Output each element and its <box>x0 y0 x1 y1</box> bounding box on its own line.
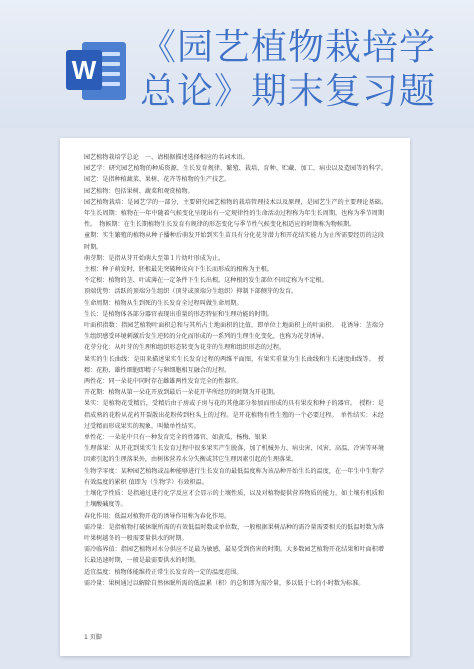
document-paragraph: 园艺学：研究园艺植物的种质资源、生长发育规律、繁殖、栽培、育种、贮藏、加工、病虫以及造园等的科学。 园艺：是指种植蔬菜、果树、花卉等植物的生产技艺。 <box>84 165 391 184</box>
document-paragraph: 生理落果：从开花到果实生长发育过程中很多果实产生脱落，加了机械外力、病虫害、风害、高温、冷害等环境因素引起的生理落果外，由树体营养水分失衡或其它生理因素引起的生理落果。 <box>84 445 384 464</box>
document-paragraph: 两性花：同一朵花中同时存在雌雄两性发育完全的性器官。 <box>84 378 243 386</box>
document-paragraph: 需冷量：果树通过以解除自然休眠所需的低温累（积）的总和即为需冷量，多以低于七的小时数为标准。 <box>84 579 365 587</box>
document-paragraph: 土壤化学性质：是指通过进行化学反应才会显示的土壤性质，以及对植物提供营养物质的能力，如土壤有机质和土壤酸碱度等。 <box>84 490 384 509</box>
page-footer: 1 页脚 <box>84 634 102 641</box>
document-paragraph: 叶面积指数：指园艺植物叶面积总和与其所占土地面积的比值，即单位土地面积上的叶面积。 花诱导：茎端分生组织感受环境刺激后发生逆转的分化而形成的一系列的生理生化变化，也称为花芽诱导。 <box>84 322 384 341</box>
document-paragraph: 不定根：植物的茎、叶或薄在一定条件下生长出根。这种根的发生部位不固定称为不定根。 <box>84 277 328 285</box>
document-paragraph: 花芽分化：从叶芽的生理和组织形态转变为花芽的生理和组织形态的过程。 <box>84 344 286 352</box>
word-letter-badge: W <box>66 50 102 90</box>
document-paragraph: 园艺植物：包括果树、蔬菜和观赏植物。 <box>84 187 194 195</box>
document-paragraph: 生物学零度：某种园艺植物或品种能够进行生长发育的最低温度称为该品种开始生长的温度，在一年生中生物学有效温度的累积 值即为（生物学）有效积温。 <box>84 467 384 486</box>
document-body <box>84 152 391 622</box>
document-paragraph: 萌芽期：是指从芽开始萌大至第１片幼叶形成为止。 <box>84 254 225 262</box>
document-paragraph: 童期：实生繁殖的植物从种子播种后萌发开始到实生苗具有分化花芽潜力和开花结实能力为止所需要经历的这段时期。 <box>84 232 384 251</box>
document-page <box>60 138 410 656</box>
document-paragraph: 果实：是植物花受精后，受精后由子房或子房与花的其他部分参加而形成的具有果皮和种子的器官。 授粉：是指成熟的花粉从花药开裂散出花粉传到柱头上的过程。是开花植物有性生殖的一个必要过程。 单性结实：未经过受精而形成果实的现象，叫做单性结实。 <box>84 400 384 430</box>
title-line-1: 《园艺植物栽培学 <box>139 27 436 68</box>
document-paragraph: 单性花：一朵花中只有一种发育完全的性器官，如黄瓜、杨梅、银果 <box>84 434 267 442</box>
document-paragraph: 生命周期：植物从生到死的生长发育全过程叫做生命周期。 <box>84 299 243 307</box>
document-paragraph: 顶端优势：活跃的顶端分生组织（顶芽或顶端分生组织）抑制下部侧芽的发育。 <box>84 288 298 296</box>
document-paragraph: 生长：是植物体各部分器官表现出重量的形态特征和生理功能的时期。 <box>84 310 273 318</box>
page-title <box>140 26 436 114</box>
document-paragraph: 园艺植物栽培：是园艺学的一部分，主要研究园艺植物的栽培管理技术以及原理，是园艺生产的主要理论基础。 年生长周期：植物在一年中随着气候变化呈现出有一定规律性的生命活动过程称为年生长周期，也称为季节周期性。 物候期：在生长期植物生长发育有规律的形态变化与季节性气候变化相适应的时期称为物候期。 <box>84 198 391 229</box>
document-paragraph: 适宜温度：植物体能维持正常生长发育的一定的温度范围。 <box>84 568 243 576</box>
document-paragraph: 需冷临界值：指园艺植物对水分供应不足最为敏感，最易受到伤害的时期。大多数园艺植物开花结果和叶面积增长最迅速时期，一般是最需要供水的时期。 <box>84 546 384 565</box>
document-paragraph: 开花期：植物从第一朵花开放到最后一朵花开毕所经历的时期为开花期。 <box>84 389 279 397</box>
document-paragraph: 主根：种子萌发时，胚根最先突破种皮向下生长而形成的根称为主根。 <box>84 266 273 274</box>
microsoft-word-icon <box>66 42 128 100</box>
document-paragraph: 园艺植物栽培学总论 一、请根据描述选择相应的名词术语。 <box>84 154 249 161</box>
document-paragraph: 果实的生长曲线：是用来描述果实生长发育过程的两维平面图，有果实重量为生长曲线和生长速度曲线等。 授精：花粉、雄性细胞即精子与卵细胞相互融合的过程。 <box>84 355 384 374</box>
document-paragraph: 春化作用：低温对植物开花的诱导作用称为春化作用。 <box>84 512 231 520</box>
document-paragraph: 需冷量：是指植物打破休眠所需的有效低温时数或单位数，一般根据果树品种的需冷量需要相关的低温时数为落叶果树越冬的一般需要量供水的时期。 <box>84 523 384 542</box>
title-line-2: 总论》期末复习题 <box>139 71 436 112</box>
